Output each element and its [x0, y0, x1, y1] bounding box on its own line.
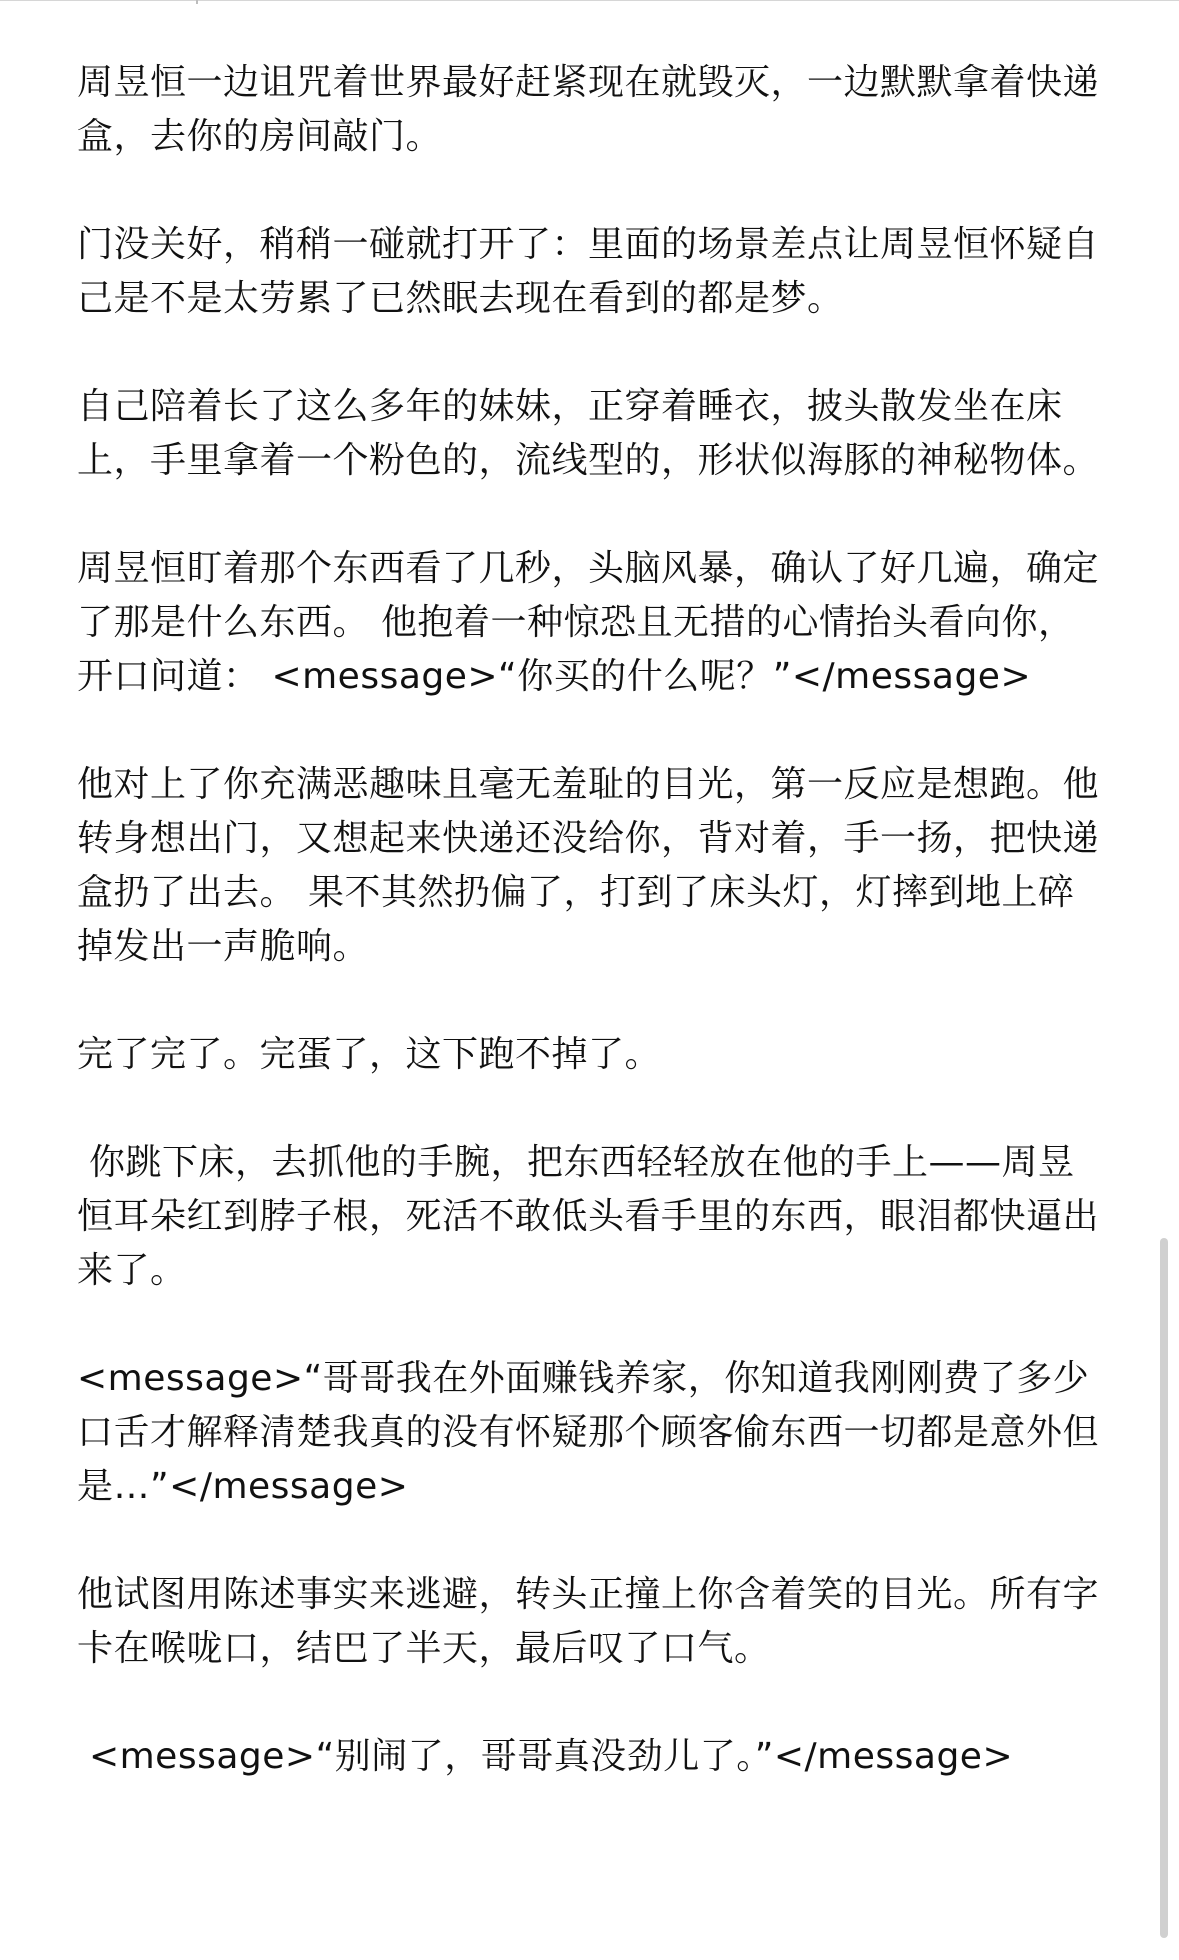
- paragraph-spacer: [77, 164, 1107, 218]
- paragraph: 周昱恒一边诅咒着世界最好赶紧现在就毁灭，一边默默拿着快递盒，去你的房间敲门。: [77, 62, 1100, 157]
- top-divider-tick: [196, 0, 198, 4]
- paragraph-spacer: [77, 1298, 1107, 1352]
- paragraph-spacer: [77, 1514, 1107, 1568]
- top-divider: [0, 0, 1179, 1]
- vertical-scrollbar-thumb[interactable]: [1160, 1238, 1168, 1938]
- paragraph: 自己陪着长了这么多年的妹妹，正穿着睡衣，披头散发坐在床上，手里拿着一个粉色的，流线型的，形状似海豚的神秘物体。: [77, 386, 1100, 481]
- paragraph-spacer: [77, 1676, 1107, 1730]
- paragraph-spacer: [77, 704, 1107, 758]
- paragraph: 完了完了。完蛋了，这下跑不掉了。: [77, 1034, 662, 1075]
- paragraph: 他对上了你充满恶趣味且毫无羞耻的目光，第一反应是想跑。他转身想出门，又想起来快递还没给你，背对着，手一扬，把快递盒扔了出去。 果不其然扔偏了，打到了床头灯，灯摔到地上碎掉发出一声脆响。: [77, 764, 1100, 967]
- paragraph: <message>“哥哥我在外面赚钱养家，你知道我刚刚费了多少口舌才解释清楚我真的没有怀疑那个顾客偷东西一切都是意外但是…”</message>: [77, 1358, 1100, 1507]
- paragraph: 他试图用陈述事实来逃避，转头正撞上你含着笑的目光。所有字卡在喉咙口，结巴了半天，最后叹了口气。: [77, 1574, 1100, 1669]
- paragraph: <message>“别闹了，哥哥真没劲儿了。”</message>: [77, 1736, 1014, 1777]
- paragraph: 你跳下床，去抓他的手腕，把东西轻轻放在他的手上——周昱恒耳朵红到脖子根，死活不敢低头看手里的东西，眼泪都快逼出来了。: [77, 1142, 1100, 1291]
- paragraph: 门没关好，稍稍一碰就打开了：里面的场景差点让周昱恒怀疑自己是不是太劳累了已然眠去现在看到的都是梦。: [77, 224, 1100, 319]
- paragraph-spacer: [77, 326, 1107, 380]
- paragraph: 周昱恒盯着那个东西看了几秒，头脑风暴，确认了好几遍，确定了那是什么东西。 他抱着一种惊恐且无措的心情抬头看向你，开口问道： <message>“你买的什么呢？”</message>: [77, 548, 1100, 697]
- paragraph-spacer: [77, 1082, 1107, 1136]
- story-text-body: [77, 56, 1107, 1784]
- paragraph-spacer: [77, 488, 1107, 542]
- paragraph-spacer: [77, 974, 1107, 1028]
